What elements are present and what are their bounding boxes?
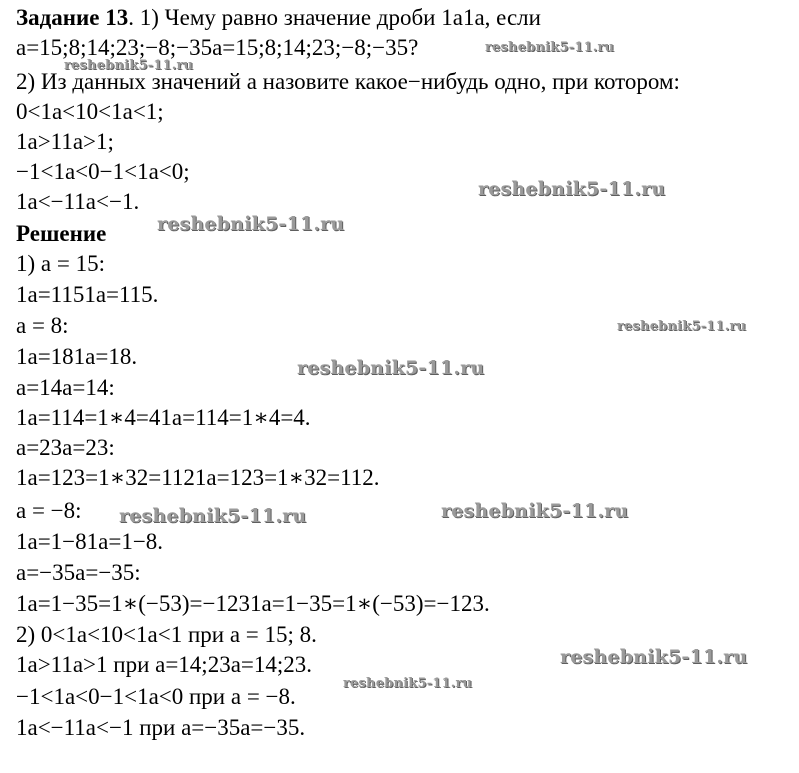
solution-line: a = 8: bbox=[16, 313, 69, 338]
solution-line: 1a=181a=18. bbox=[16, 344, 138, 369]
watermark: reshebnik5-11.ru bbox=[441, 500, 629, 522]
solution-line: 1a=1−35=1∗(−53)=−1231a=1−35=1∗(−53)=−123. bbox=[16, 591, 490, 616]
task-title-line bbox=[16, 4, 541, 32]
watermark: reshebnik5-11.ru bbox=[157, 213, 345, 235]
solution-line: 1a<−11a<−1 при a=−35a=−35. bbox=[16, 715, 306, 740]
watermark: reshebnik5-11.ru bbox=[297, 357, 485, 379]
solution-line: 1a=114=1∗4=41a=114=1∗4=4. bbox=[16, 405, 311, 430]
task-intro: . 1) Чему равно значение дроби 1a1a, если bbox=[128, 5, 541, 30]
solution-line: a = −8: bbox=[16, 498, 82, 523]
condition-4: 1a<−11a<−1. bbox=[16, 189, 140, 214]
solution-line: −1<1a<0−1<1a<0 при a = −8. bbox=[16, 684, 296, 709]
condition-2: 1a>11a>1; bbox=[16, 129, 114, 154]
condition-1: 0<1a<10<1a<1; bbox=[16, 99, 164, 124]
solution-line: a=23a=23: bbox=[16, 435, 115, 460]
solution-line: 2) 0<1a<10<1a<1 при a = 15; 8. bbox=[16, 622, 317, 647]
watermark: reshebnik5-11.ru bbox=[485, 40, 615, 55]
task-label: Задание 13 bbox=[16, 5, 129, 30]
watermark: reshebnik5-11.ru bbox=[343, 676, 473, 691]
watermark: reshebnik5-11.ru bbox=[560, 646, 748, 668]
solution-line: 1a=1151a=115. bbox=[16, 282, 159, 307]
watermark: reshebnik5-11.ru bbox=[119, 505, 307, 527]
solution-line: 1a>11a>1 при a=14;23a=14;23. bbox=[16, 652, 313, 677]
watermark: reshebnik5-11.ru bbox=[617, 319, 747, 334]
task-question-2: 2) Из данных значений a назовите какое−нибудь одно, при котором: bbox=[16, 69, 680, 94]
task-values-line: a=15;8;14;23;−8;−35a=15;8;14;23;−8;−35? bbox=[16, 35, 419, 60]
condition-3: −1<1a<0−1<1a<0; bbox=[16, 159, 190, 184]
solution-line: a=14a=14: bbox=[16, 375, 115, 400]
solution-line: a=−35a=−35: bbox=[16, 560, 141, 585]
watermark: reshebnik5-11.ru bbox=[64, 58, 194, 73]
solution-line: 1a=1−81a=1−8. bbox=[16, 529, 164, 554]
solution-line: 1a=123=1∗32=1121a=123=1∗32=112. bbox=[16, 465, 380, 490]
solution-heading: Решение bbox=[16, 221, 107, 246]
watermark: reshebnik5-11.ru bbox=[478, 178, 666, 200]
solution-line: 1) a = 15: bbox=[16, 251, 105, 276]
